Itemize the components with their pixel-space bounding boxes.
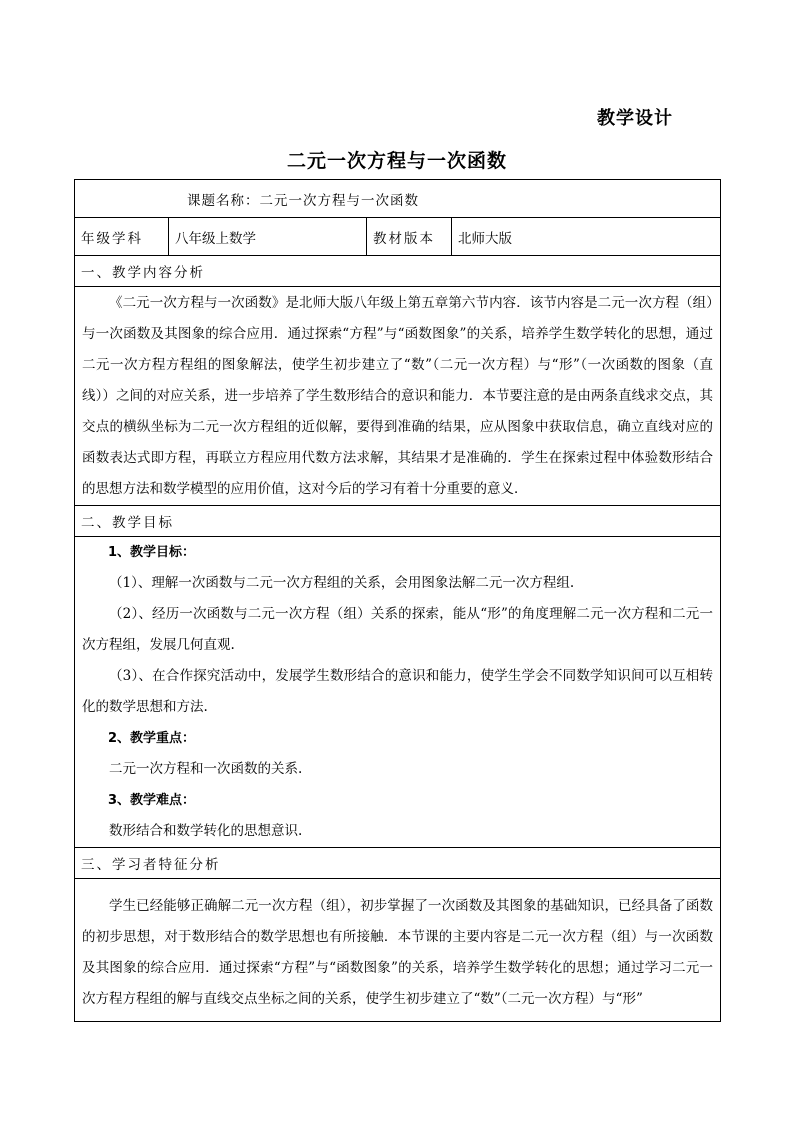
section1-body-cell: [75, 287, 721, 506]
textbook-label: 教材版本: [367, 218, 452, 256]
section2-body-cell: [75, 537, 721, 848]
topic-cell: 课题名称：二元一次方程与一次函数: [75, 180, 721, 218]
key-point-text: 二元一次方程和一次函数的关系.: [109, 761, 303, 777]
goal-item-1: （1）、理解一次函数与二元一次方程组的关系，会用图象法解二元一次方程组.: [109, 575, 575, 591]
meta-row: [75, 218, 721, 256]
section2-body-row: [75, 537, 721, 848]
section2-heading: 二、教学目标: [75, 506, 721, 537]
goal-item-3: （3）、在合作探究活动中，发展学生数形结合的意识和能力，使学生学会不同数学知识间可以互相转化的数学思想和方法.: [82, 668, 713, 715]
section3-body-cell: [75, 879, 721, 1022]
section2-heading-row: [75, 506, 721, 537]
difficulty-text: 数形结合和数学转化的思想意识.: [109, 823, 303, 839]
lesson-title: 二元一次方程与一次函数: [286, 150, 507, 172]
section1-heading: 一、教学内容分析: [75, 256, 721, 287]
goal-item-2: （2）、经历一次函数与二元一次方程（组）关系的探索，能从“形”的角度理解二元一次方程和二元一次方程组，发展几何直观.: [82, 606, 713, 653]
grade-label: 年级学科: [75, 218, 169, 256]
section3-body-row: [75, 879, 721, 1022]
section3-heading: 三、学习者特征分析: [75, 848, 721, 879]
header-top-title: 教学设计: [597, 108, 673, 129]
section1-body: 《二元一次方程与一次函数》是北师大版八年级上第五章第六节内容．该节内容是二元一次方程（组）与一次函数及其图象的综合应用．通过探索“方程”与“函数图象”的关系，培养学生数学转化的思想，通过二元一次方程方程组的图象解法，使学生初步建立了“数”（二元一次方程）与“形”（一次函数的图象（直线））之间的对应关系，进一步培养了学生数形结合的意识和能力．本节要注意的是由两条直线求交点，其交点的横纵坐标为二元一次方程组的近似解，要得到准确的结果，应从图象中获取信息，确立直线对应的函数表达式即方程，再联立方程应用代数方法求解，其结果才是准确的．学生在探索过程中体验数形结合的思想方法和数学模型的应用价值，这对今后的学习有着十分重要的意义．: [82, 294, 713, 497]
textbook-value: 北师大版: [452, 218, 721, 256]
difficulty-heading: 3、教学难点：: [108, 793, 196, 808]
lesson-plan-table: [74, 179, 721, 1022]
goal-heading: 1、教学目标：: [108, 545, 196, 560]
section3-heading-row: [75, 848, 721, 879]
key-point-heading: 2、教学重点：: [108, 731, 196, 746]
section1-heading-row: [75, 256, 721, 287]
topic-row: [75, 180, 721, 218]
section3-body: 学生已经能够正确解二元一次方程（组），初步掌握了一次函数及其图象的基础知识，已经具备了函数的初步思想，对于数形结合的数学思想也有所接触．本节课的主要内容是二元一次方程（组）与一次函数及其图象的综合应用．通过探索“方程”与“函数图象”的关系，培养学生数学转化的思想；通过学习二元一次方程方程组的解与直线交点坐标之间的关系，使学生初步建立了“数”（二元一次方程）与“形”: [82, 898, 713, 1007]
section1-body-row: [75, 287, 721, 506]
grade-value: 八年级上数学: [169, 218, 367, 256]
